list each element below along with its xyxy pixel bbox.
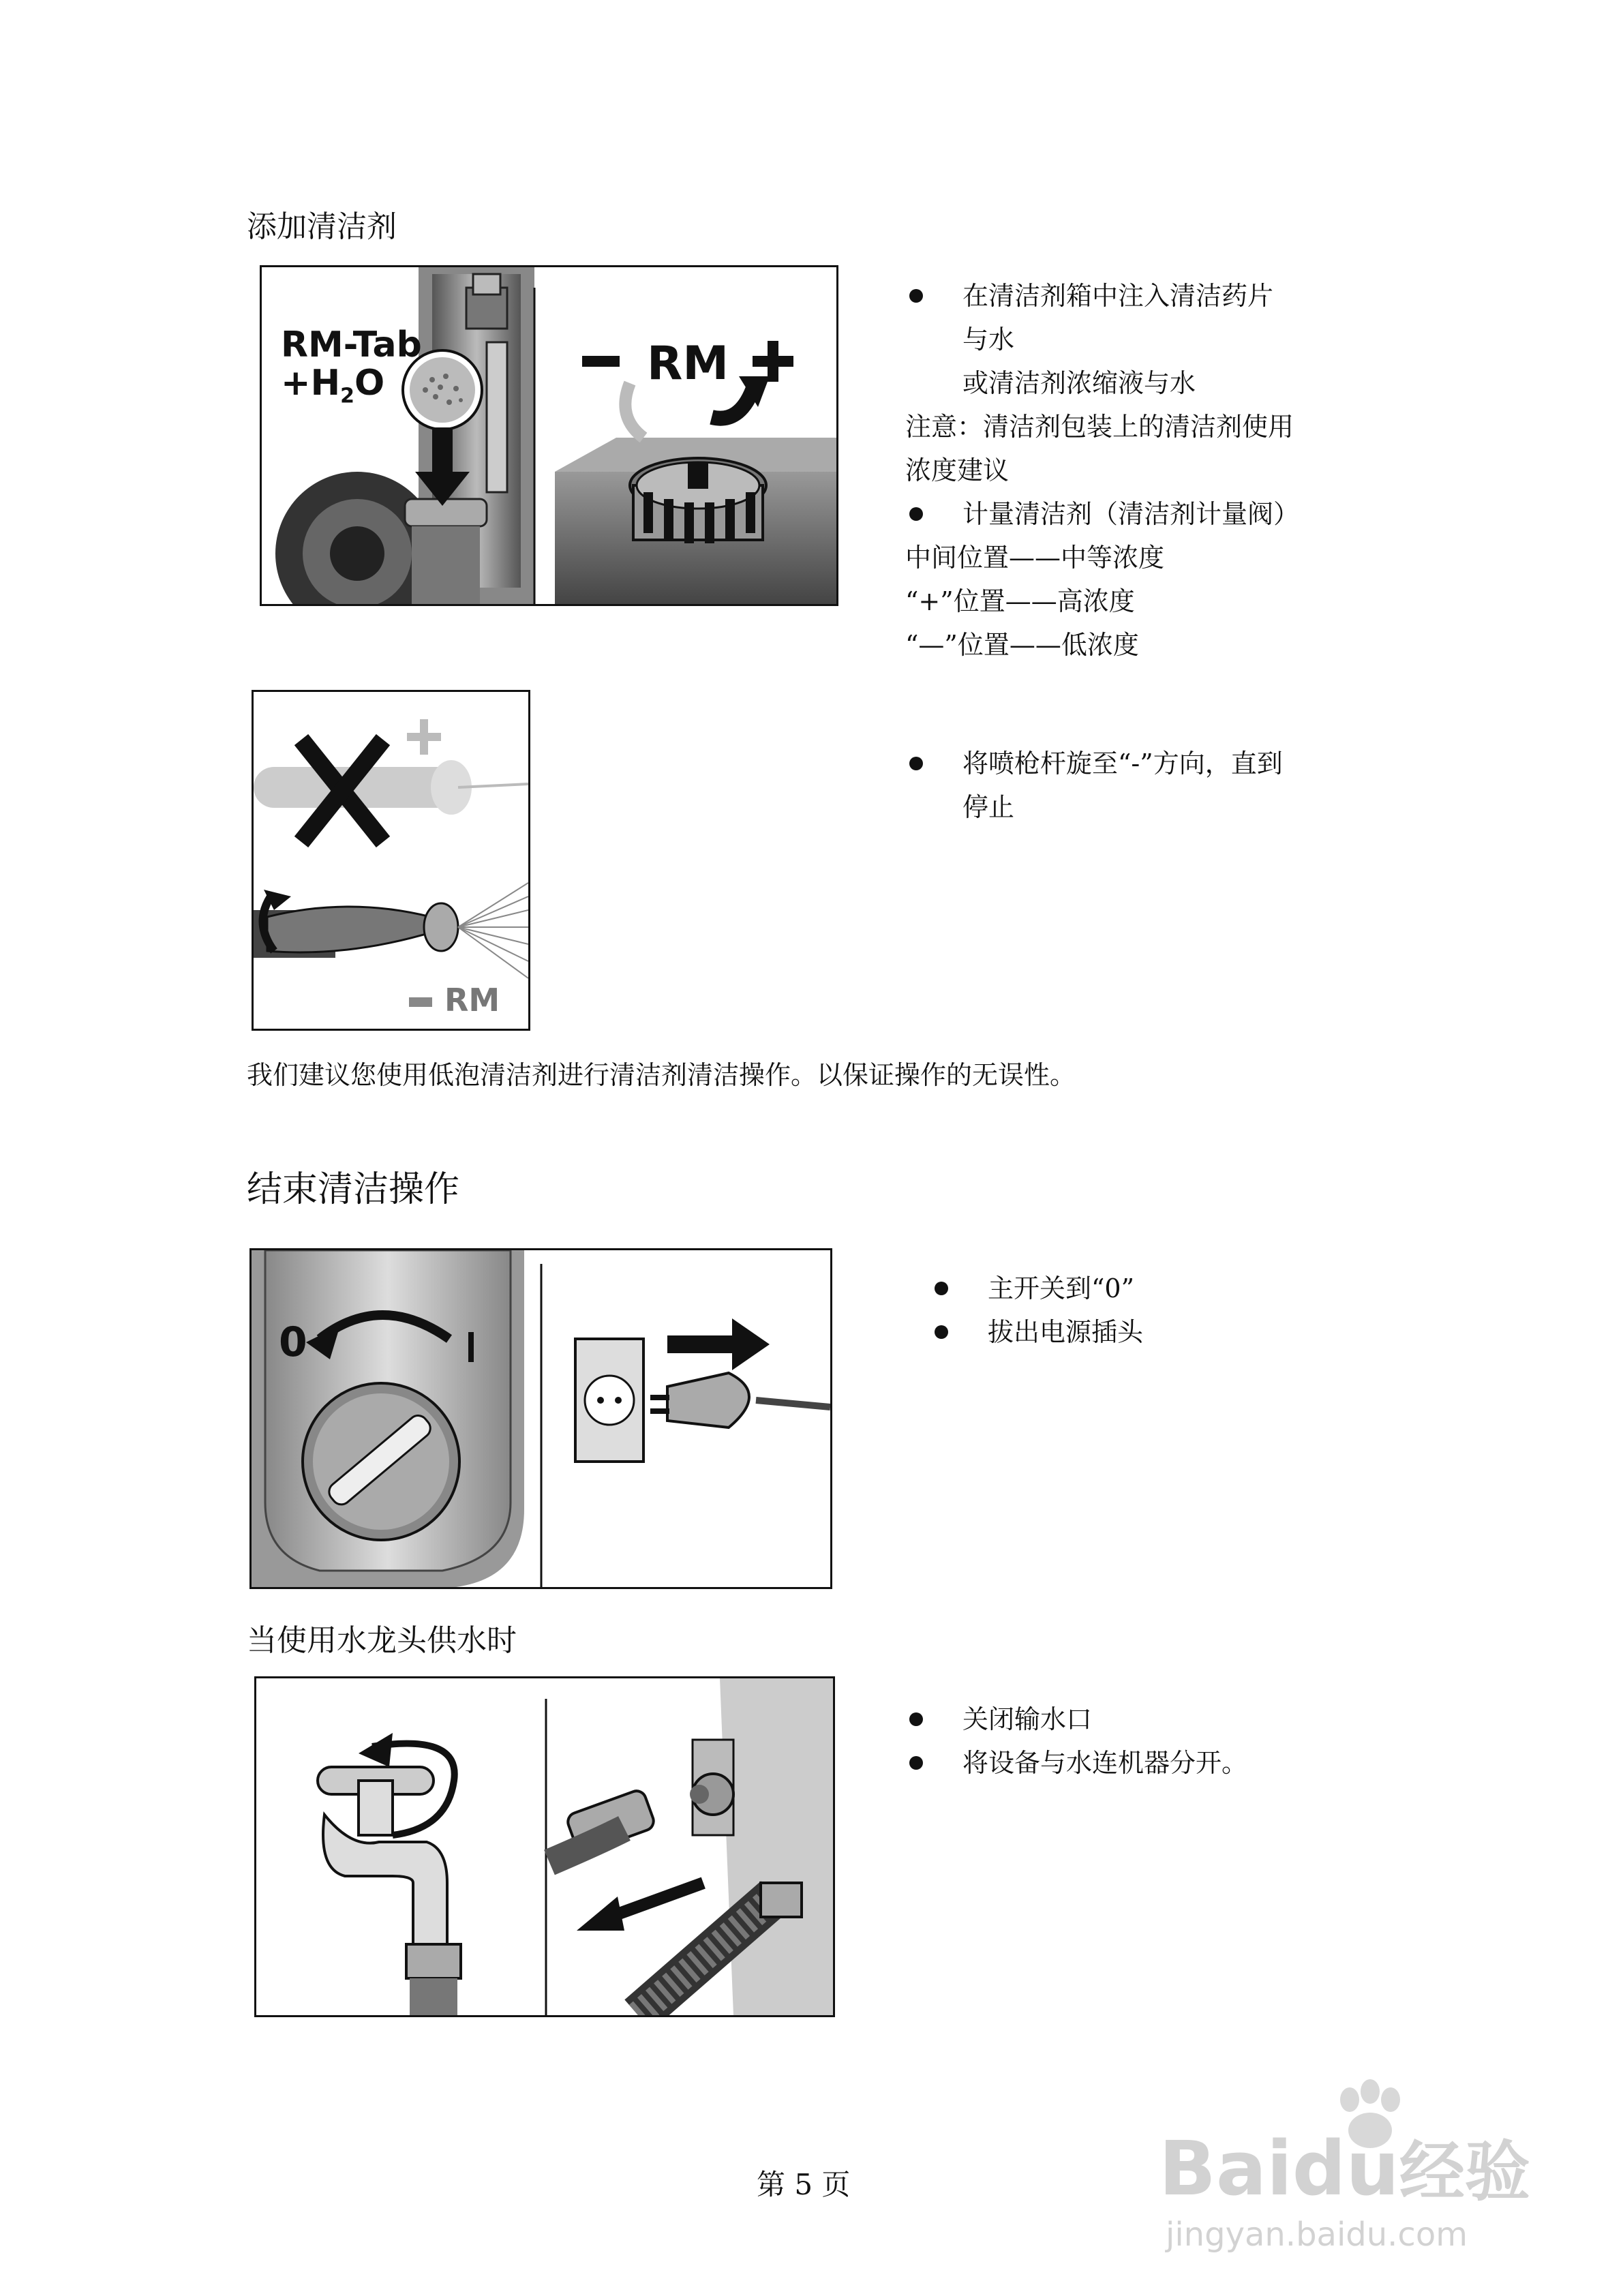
instruction-line: 将设备与水连机器分开。 bbox=[905, 1741, 1247, 1785]
instruction-line: 浓度建议 bbox=[905, 455, 1010, 485]
section-heading-end-cleaning: 结束清洁操作 bbox=[247, 1169, 460, 1210]
bullet-icon bbox=[909, 507, 923, 521]
instruction-line: 关闭输水口 bbox=[905, 1697, 1247, 1741]
watermark-url: jingyan.baidu.com bbox=[1166, 2216, 1468, 2254]
rm-dial-label: RM bbox=[647, 337, 729, 391]
detergent-tank-illustration bbox=[262, 267, 836, 604]
bullet-icon bbox=[935, 1282, 948, 1295]
instruction-line: 拔出电源插头 bbox=[930, 1310, 1143, 1354]
instruction-line: “+”位置——高浓度 bbox=[905, 586, 1135, 616]
bullet-icon bbox=[935, 1325, 948, 1339]
detergent-instructions bbox=[905, 274, 1299, 667]
switch-zero-label: 0 bbox=[279, 1318, 307, 1366]
switch-off-instructions bbox=[930, 1267, 1143, 1354]
bullet-icon bbox=[909, 1712, 923, 1726]
instruction-line: 主开关到“0” bbox=[930, 1267, 1143, 1310]
rm-tab-label: RM-Tab bbox=[281, 324, 422, 365]
watermark-brand-du: du bbox=[1292, 2125, 1399, 2212]
subheading-tap-supply: 当使用水龙头供水时 bbox=[247, 1623, 517, 1658]
page-number: 第 5 页 bbox=[757, 2168, 851, 2201]
tap-instructions bbox=[905, 1697, 1247, 1785]
figure-tap-disconnect bbox=[254, 1676, 835, 2017]
bullet-icon bbox=[909, 289, 923, 303]
instruction-line: 注意：清洁剂包装上的清洁剂使用 bbox=[905, 412, 1294, 442]
instruction-line: 与水 bbox=[962, 324, 1015, 354]
bullet-icon bbox=[909, 757, 923, 770]
instruction-line: 计量清洁剂（清洁剂计量阀） bbox=[905, 492, 1299, 536]
baidu-jingyan-watermark bbox=[1159, 2079, 1595, 2256]
figure-switch-off bbox=[249, 1248, 832, 1589]
lance-instructions bbox=[905, 742, 1283, 829]
section-heading-add-detergent: 添加清洁剂 bbox=[247, 209, 397, 244]
watermark-brand-bai: Bai bbox=[1159, 2125, 1292, 2212]
instruction-line: 在清洁剂箱中注入清洁药片 bbox=[905, 274, 1299, 318]
instruction-line: 中间位置——中等浓度 bbox=[905, 543, 1165, 573]
tap-hose-illustration bbox=[256, 1678, 833, 2015]
instruction-line: 将喷枪杆旋至“-”方向，直到 bbox=[905, 742, 1283, 785]
rm-lance-label: RM bbox=[444, 982, 500, 1018]
figure-add-detergent bbox=[260, 265, 838, 606]
instruction-line: “—”位置——低浓度 bbox=[905, 630, 1139, 660]
instruction-line: 停止 bbox=[962, 792, 1015, 822]
spray-lance-illustration bbox=[254, 692, 528, 1029]
switch-plug-illustration bbox=[252, 1250, 830, 1587]
instruction-line: 或清洁剂浓缩液与水 bbox=[962, 368, 1196, 398]
h2o-label: $+H_2O$ bbox=[281, 363, 385, 408]
bullet-icon bbox=[909, 1756, 923, 1770]
figure-spray-lance bbox=[252, 690, 530, 1031]
low-foam-note: 我们建议您使用低泡清洁剂进行清洁剂清洁操作。以保证操作的无误性。 bbox=[247, 1060, 1076, 1090]
watermark-brand-cn: 经验 bbox=[1399, 2134, 1530, 2210]
